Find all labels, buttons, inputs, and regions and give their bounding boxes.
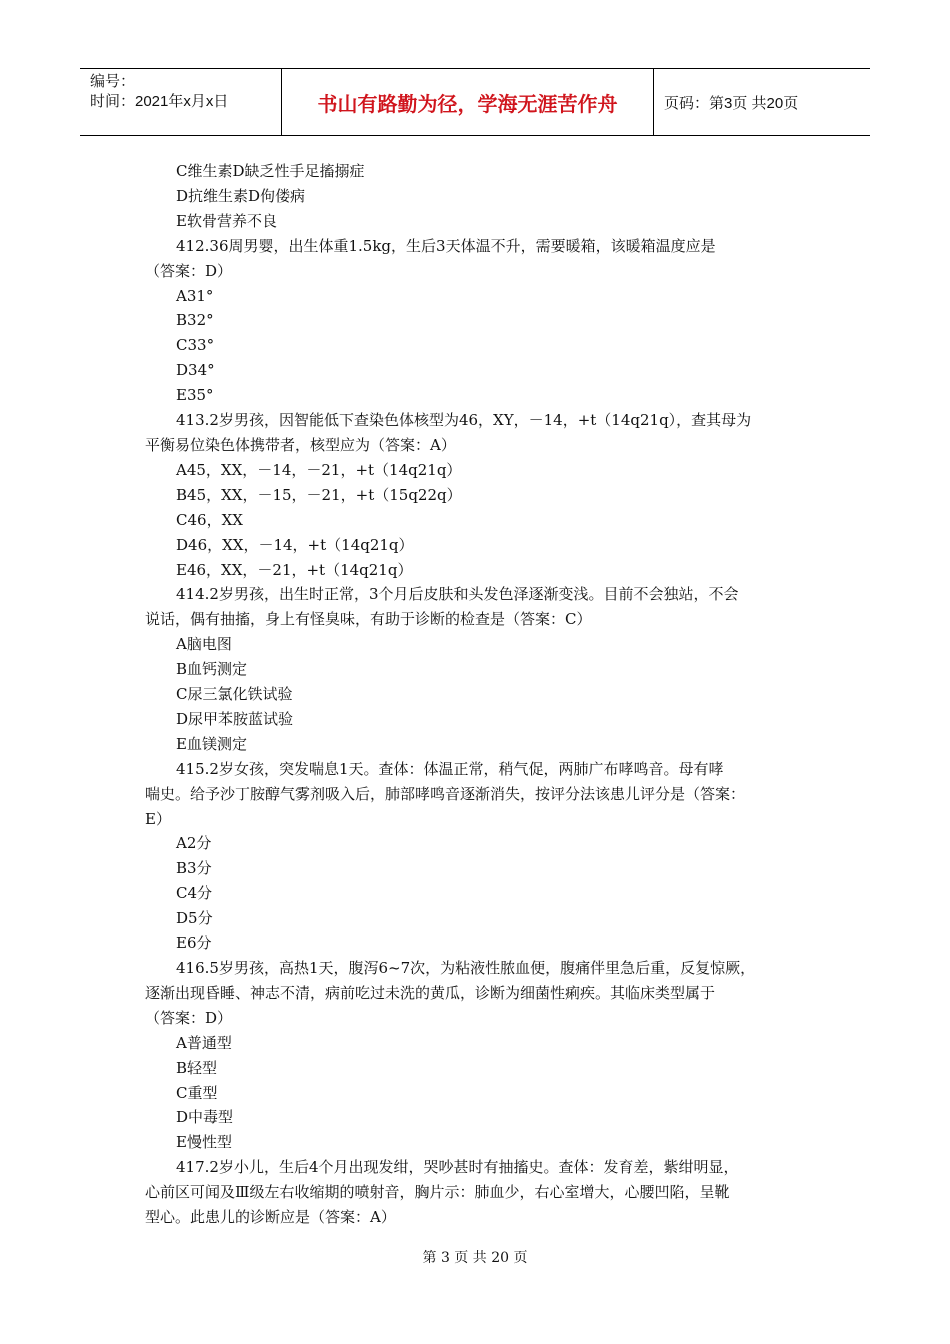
text-line: B轻型 xyxy=(176,1058,218,1077)
text-line: E软骨营养不良 xyxy=(176,211,277,230)
text-line: D中毒型 xyxy=(176,1108,234,1127)
text-line: C维生素D缺乏性手足搐搦症 xyxy=(176,162,365,180)
text-line: E6分 xyxy=(176,934,212,953)
text-line: E） xyxy=(145,809,171,828)
text-line: （答案：D） xyxy=(145,261,233,280)
text-line: 415.2岁女孩，突发喘息1天。查体：体温正常，稍气促，两肺广布哮鸣音。母有哮 xyxy=(176,759,724,778)
text-line: 喘史。给予沙丁胺醇气雾剂吸入后，肺部哮鸣音逐渐消失，按评分法该患儿评分是（答案： xyxy=(145,784,746,803)
text-line: D34° xyxy=(176,361,215,380)
text-line: C4分 xyxy=(176,884,213,903)
text-line: 型心。此患儿的诊断应是（答案：A） xyxy=(145,1208,396,1227)
text-line: B32° xyxy=(176,311,214,330)
text-line: A脑电图 xyxy=(176,635,232,654)
text-line: 416.5岁男孩，高热1天，腹泻6~7次，为粘液性脓血便，腹痛伴里急后重，反复惊厥， xyxy=(176,959,756,977)
text-line: C46，XX xyxy=(176,510,243,529)
text-line: B3分 xyxy=(176,859,212,878)
text-line: （答案：D） xyxy=(145,1008,233,1027)
header-meta xyxy=(80,69,282,135)
text-line: D46，XX，－14，+t（14q21q） xyxy=(176,535,414,554)
text-line: A普通型 xyxy=(176,1033,232,1052)
document-date: 时间：2021年x月x日 xyxy=(90,93,229,110)
page-footer: 第 3 页 共 20 页 xyxy=(422,1250,528,1266)
page-header xyxy=(80,68,870,136)
text-line: 412.36周男婴，出生体重1.5kg，生后3天体温不升，需要暖箱，该暖箱温度应是 xyxy=(176,236,716,255)
text-line: D尿甲苯胺蓝试验 xyxy=(176,709,294,728)
text-line: 413.2岁男孩，因智能低下查染色体核型为46，XY，－14，+t（14q21q），查其母为 xyxy=(176,411,752,430)
text-line: E慢性型 xyxy=(176,1133,232,1152)
text-line: C重型 xyxy=(176,1083,218,1102)
text-line: 逐渐出现昏睡、神志不清，病前吃过未洗的黄瓜，诊断为细菌性痢疾。其临床类型属于 xyxy=(145,983,716,1002)
text-line: 414.2岁男孩，出生时正常，3个月后皮肤和头发色泽逐渐变浅。目前不会独站，不会 xyxy=(176,585,739,604)
text-line: B血钙测定 xyxy=(176,660,248,679)
document-body xyxy=(145,159,805,1230)
text-line: 心前区可闻及Ⅲ级左右收缩期的喷射音，胸片示：肺血少，右心室增大，心腰凹陷，呈靴 xyxy=(145,1183,730,1202)
text-line: E46，XX，－21，+t（14q21q） xyxy=(176,560,413,579)
text-line: C尿三氯化铁试验 xyxy=(176,685,293,704)
document-number-label: 编号： xyxy=(90,73,136,90)
text-line: D5分 xyxy=(176,909,213,928)
header-motto: 书山有路勤为径，学海无涯苦作舟 xyxy=(282,69,654,135)
text-line: C33° xyxy=(176,336,215,355)
text-line: 说话，偶有抽搐，身上有怪臭味，有助于诊断的检查是（答案：C） xyxy=(145,610,592,629)
text-line: E35° xyxy=(176,386,214,405)
text-line: 417.2岁小儿，生后4个月出现发绀，哭吵甚时有抽搐史。查体：发育差，紫绀明显， xyxy=(176,1158,739,1177)
text-line: A2分 xyxy=(176,834,212,853)
text-line: D抗维生素D佝偻病 xyxy=(176,186,306,205)
text-line: E血镁测定 xyxy=(176,734,247,753)
text-line: A45，XX，－14，－21，+t（14q21q） xyxy=(176,460,462,479)
text-line: 平衡易位染色体携带者，核型应为（答案：A） xyxy=(145,435,456,454)
header-page-code: 页码：第3页 共20页 xyxy=(664,94,799,112)
text-line: A31° xyxy=(176,286,214,305)
text-line: B45，XX，－15，－21，+t（15q22q） xyxy=(176,485,462,504)
